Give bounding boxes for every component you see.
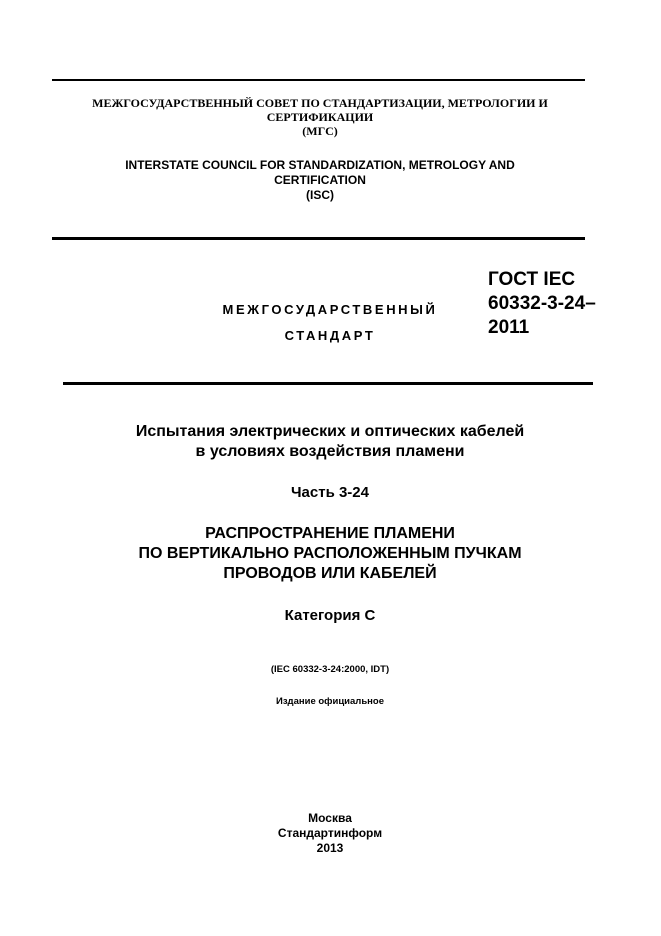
top-rule [52,79,585,81]
council-name-english [60,158,580,203]
title-line-1: Испытания электрических и оптических кабелей [135,423,525,440]
designation-line-2: 60332-3-24– [488,293,596,314]
subtitle-line-3: ПРОВОДОВ ИЛИ КАБЕЛЕЙ [223,565,437,582]
standard-designation [488,268,596,340]
council-ru-abbreviation: (МГС) [302,124,338,138]
edition-label: Издание официальное [276,696,384,707]
council-en-line-2: CERTIFICATION [274,173,366,187]
subtitle-line-2: ПО ВЕРТИКАЛЬНО РАСПОЛОЖЕННЫМ ПУЧКАМ [138,545,522,562]
council-ru-line-2: СЕРТИФИКАЦИИ [266,110,374,124]
designation-line-3: 2011 [488,317,530,338]
iec-reference: (IEC 60332-3-24:2000, IDT) [270,664,390,675]
subtitle-line-1: РАСПРОСТРАНЕНИЕ ПЛАМЕНИ [205,525,455,542]
standard-label-line-2: СТАНДАРТ [284,328,376,343]
document-title [40,422,620,462]
council-en-line-1: INTERSTATE COUNCIL FOR STANDARDIZATION, METROLOGY AND [125,158,515,172]
publication-year: 2013 [316,841,344,855]
publisher-block [40,811,620,856]
standard-label-line-1: МЕЖГОСУДАРСТВЕННЫЙ [222,302,438,317]
category-label: Категория С [284,607,376,624]
part-number: Часть 3-24 [291,484,369,501]
publisher-name: Стандартинформ [277,826,383,840]
title-line-2: в условиях воздействия пламени [195,443,465,460]
council-en-abbreviation: (ISC) [306,188,334,202]
document-subtitle [40,524,620,584]
header-bottom-rule [52,237,585,240]
publisher-city: Москва [308,811,352,825]
council-name-russian [40,96,600,138]
council-ru-line-1: МЕЖГОСУДАРСТВЕННЫЙ СОВЕТ ПО СТАНДАРТИЗАЦИИ, МЕТРОЛОГИИ И [92,96,548,110]
designation-bottom-rule [63,382,593,385]
designation-line-1: ГОСТ IEC [488,269,576,290]
